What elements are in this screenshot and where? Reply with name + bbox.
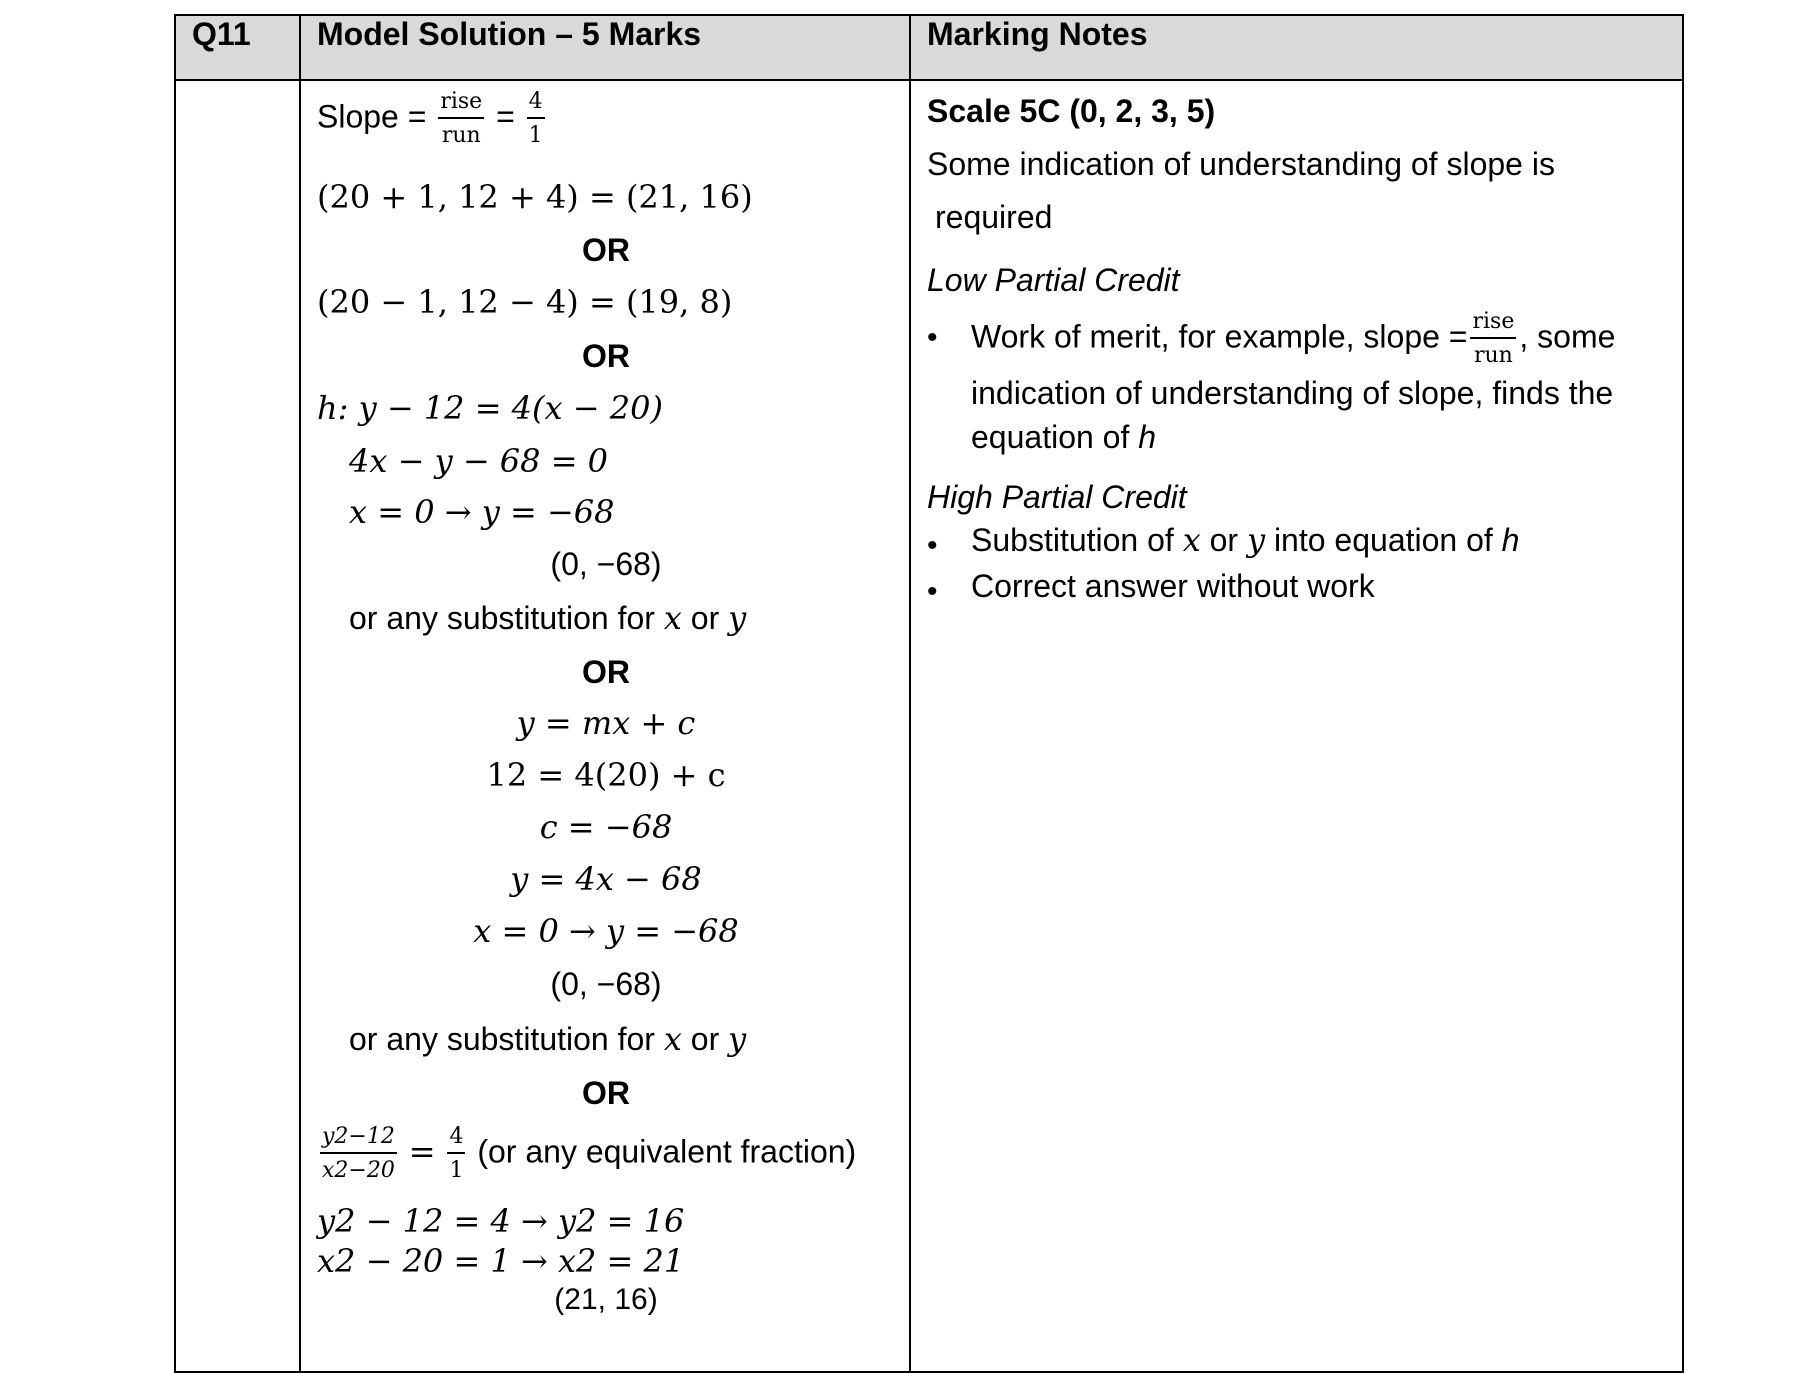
marking-scheme-table xyxy=(174,14,1684,1373)
or-word: or xyxy=(690,600,720,636)
bullet-icon: • xyxy=(927,529,938,562)
variable-y: y xyxy=(728,599,747,637)
low-credit-line-2: indication of understanding of slope, finds the xyxy=(971,375,1614,411)
substitute-point-line: 12 = 4(20) + c xyxy=(486,756,726,794)
gradient-numerator: y2−12 xyxy=(320,1124,397,1154)
substitution-of-text: Substitution of xyxy=(971,522,1174,558)
point-subtract-line: (20 − 1, 12 − 4) = (19, 8) xyxy=(317,283,733,321)
equals-sign-2: = xyxy=(408,1132,436,1171)
intro-line-1: Some indication of understanding of slope is xyxy=(927,146,1555,182)
variable-y-notes: y xyxy=(1246,521,1266,559)
denominator-one-2: 1 xyxy=(449,1158,464,1184)
intro-line-2: required xyxy=(935,199,1053,235)
variable-y-2: y xyxy=(728,1020,747,1058)
low-credit-text-b: , some xyxy=(1519,318,1616,355)
rise-text: rise xyxy=(438,89,484,119)
y2-solve-line: y2 − 12 = 4 → y2 = 16 xyxy=(317,1202,685,1240)
y-intercept-point: (0, −68) xyxy=(550,546,662,582)
x-zero-substitution: x = 0 → y = −68 xyxy=(349,493,615,531)
substitution-note-text-2: or any substitution for xyxy=(349,1021,655,1057)
variable-x-2: x xyxy=(663,1020,682,1058)
four-over-one-fraction-2 xyxy=(447,1124,465,1184)
model-solution-header: Model Solution – 5 Marks xyxy=(300,15,910,80)
line-h-general-form: 4x − y − 68 = 0 xyxy=(349,442,609,480)
bullet-icon: • xyxy=(927,575,938,608)
marking-notes-header: Marking Notes xyxy=(910,15,1683,80)
header-row xyxy=(175,15,1683,80)
or-separator-4: OR xyxy=(582,1075,630,1111)
slope-line xyxy=(317,89,548,149)
low-partial-credit-title: Low Partial Credit xyxy=(927,262,1180,298)
or-separator-1: OR xyxy=(582,232,630,268)
question-number-header: Q11 xyxy=(175,15,300,80)
numerator-four: 4 xyxy=(527,89,545,119)
slope-label: Slope = xyxy=(317,98,427,135)
line-h-equation: h: y − 12 = 4(x − 20) xyxy=(317,389,663,427)
body-row xyxy=(175,80,1683,1372)
or-word-notes: or xyxy=(1209,522,1239,558)
high-partial-credit-title: High Partial Credit xyxy=(927,479,1187,515)
c-value-line: c = −68 xyxy=(539,808,673,846)
substitution-note-1 xyxy=(349,599,747,637)
variable-h-2: h xyxy=(1501,522,1520,558)
or-separator-2: OR xyxy=(582,338,630,374)
run-text-notes: run xyxy=(1473,343,1513,369)
gradient-denominator: x2−20 xyxy=(322,1158,395,1184)
low-credit-text-a: Work of merit, for example, slope = xyxy=(971,318,1468,355)
model-solution-cell xyxy=(300,80,910,1372)
x2-solve-line: x2 − 20 = 1 → x2 = 21 xyxy=(317,1242,685,1280)
or-word-2: or xyxy=(690,1021,720,1057)
high-credit-line-1 xyxy=(971,521,1520,559)
scale-title: Scale 5C (0, 2, 3, 5) xyxy=(927,93,1216,129)
high-credit-line-2: Correct answer without work xyxy=(971,568,1375,604)
point-add-line: (20 + 1, 12 + 4) = (21, 16) xyxy=(317,178,753,216)
variable-h: h xyxy=(1138,419,1157,455)
substitution-note-2 xyxy=(349,1020,747,1058)
final-point: (21, 16) xyxy=(554,1283,658,1316)
numerator-four-2: 4 xyxy=(447,1124,465,1154)
run-text: run xyxy=(441,123,481,149)
low-credit-line-3 xyxy=(971,421,1156,453)
substitution-note-text: or any substitution for xyxy=(349,600,655,636)
rise-text-notes: rise xyxy=(1470,309,1516,339)
equals-sign: = xyxy=(496,98,515,135)
gradient-fraction-line xyxy=(317,1124,856,1184)
line-equation-y: y = 4x − 68 xyxy=(510,860,702,898)
four-over-one-fraction xyxy=(527,89,545,149)
question-cell xyxy=(175,80,300,1372)
marking-notes-cell xyxy=(910,80,1683,1372)
slope-intercept-form: y = mx + c xyxy=(516,704,696,742)
or-separator-3: OR xyxy=(582,654,630,690)
variable-x-notes: x xyxy=(1182,521,1201,559)
variable-x: x xyxy=(663,599,682,637)
bullet-icon: • xyxy=(927,321,938,354)
into-equation-text: into equation of xyxy=(1273,522,1493,558)
rise-over-run-fraction-notes xyxy=(1470,309,1516,369)
low-credit-line-1 xyxy=(971,309,1615,369)
gradient-fraction xyxy=(320,1124,397,1184)
rise-over-run-fraction xyxy=(438,89,484,149)
denominator-one: 1 xyxy=(528,123,543,149)
y-intercept-point-2: (0, −68) xyxy=(550,966,662,1002)
x-zero-line-2: x = 0 → y = −68 xyxy=(473,912,739,950)
equation-of-text: equation of xyxy=(971,419,1130,455)
equivalent-fraction-note: (or any equivalent fraction) xyxy=(477,1133,857,1170)
